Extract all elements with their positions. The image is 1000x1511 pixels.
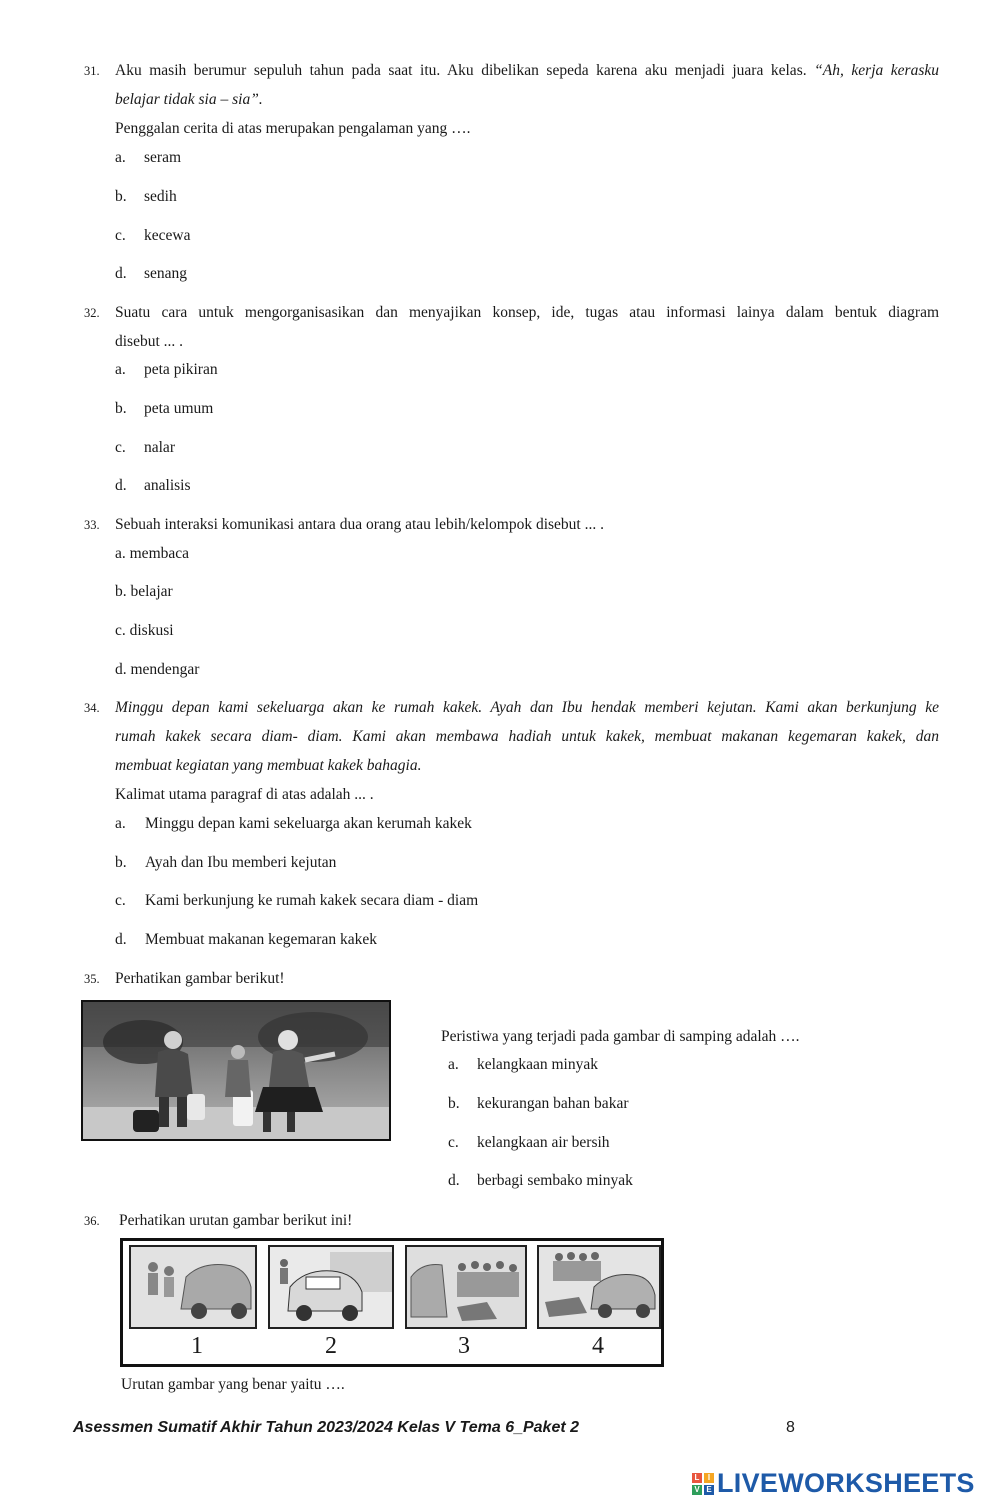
- q32-number: 32.: [84, 306, 100, 320]
- q31-option-b[interactable]: [115, 188, 177, 206]
- logo-tile-l: L: [692, 1473, 702, 1483]
- q32-option-b[interactable]: [115, 400, 213, 418]
- q31-prompt: Penggalan cerita di atas merupakan pengalaman yang ….: [115, 120, 471, 137]
- q36-panel-4: [537, 1245, 661, 1329]
- q36-panel-1: [129, 1245, 257, 1329]
- liveworksheets-logo[interactable]: [692, 1468, 975, 1499]
- option-letter: d.: [115, 265, 127, 282]
- q36-panel-number-1: 1: [191, 1333, 203, 1359]
- q36-picture-sequence: [120, 1238, 664, 1367]
- option-letter: a.: [448, 1056, 459, 1073]
- q31-option-d[interactable]: [115, 265, 187, 283]
- option-text: kekurangan bahan bakar: [477, 1095, 629, 1112]
- option-letter: a.: [115, 361, 126, 378]
- q34-prompt: Kalimat utama paragraf di atas adalah ... .: [115, 786, 374, 803]
- option-text: kelangkaan air bersih: [477, 1134, 610, 1151]
- q32-option-a[interactable]: [115, 361, 218, 379]
- option-letter: a.: [115, 149, 126, 166]
- option-letter: c.: [448, 1134, 459, 1151]
- option-text: Minggu depan kami sekeluarga akan kerumah kakek: [145, 815, 472, 832]
- option-letter: b.: [115, 188, 127, 205]
- q32-text-line2: disebut ... .: [115, 333, 184, 350]
- option-letter: d.: [115, 931, 127, 948]
- q33-option-a[interactable]: a. membaca: [115, 545, 190, 562]
- q36-panel-2: [268, 1245, 394, 1329]
- q32-text-line1: Suatu cara untuk mengorganisasikan dan menyajikan konsep, ide, tugas atau informasi lainya dalam bentuk diagram: [115, 304, 939, 321]
- q34-paragraph-line3: membuat kegiatan yang membuat kakek bahagia.: [115, 757, 422, 774]
- option-text: peta umum: [144, 400, 214, 417]
- q31-option-c[interactable]: [115, 227, 190, 245]
- option-text: analisis: [144, 477, 191, 494]
- q33-number: 33.: [84, 518, 100, 532]
- logo-tile-e: E: [704, 1485, 714, 1495]
- q35-option-d[interactable]: [448, 1172, 633, 1190]
- q35-option-b[interactable]: [448, 1095, 628, 1113]
- option-text: sedih: [144, 188, 177, 205]
- q31-quote-line2: belajar tidak sia – sia”.: [115, 91, 263, 108]
- q36-text: Perhatikan urutan gambar berikut ini!: [119, 1212, 353, 1229]
- option-text: kelangkaan minyak: [477, 1056, 598, 1073]
- option-letter: c.: [115, 227, 126, 244]
- q32-option-d[interactable]: [115, 477, 191, 495]
- q35-option-a[interactable]: [448, 1056, 598, 1074]
- q35-number: 35.: [84, 972, 100, 986]
- option-text: Membuat makanan kegemaran kakek: [145, 931, 377, 948]
- option-letter: b.: [115, 400, 127, 417]
- q31-quote-line1: “Ah, kerja kerasku: [814, 62, 940, 79]
- q34-option-c[interactable]: [115, 892, 478, 910]
- q36-number: 36.: [84, 1214, 100, 1228]
- q36-prompt: Urutan gambar yang benar yaitu ….: [121, 1376, 345, 1393]
- option-text: Kami berkunjung ke rumah kakek secara diam - diam: [145, 892, 479, 909]
- q35-option-c[interactable]: [448, 1134, 610, 1152]
- q34-paragraph-line1: Minggu depan kami sekeluarga akan ke rumah kakek. Ayah dan Ibu hendak memberi kejutan. Kami akan berkunjung ke: [115, 699, 939, 716]
- q34-paragraph-line2: rumah kakek secara diam- diam. Kami akan membawa hadiah untuk kakek, membuat makanan kegemaran kakek, dan: [115, 728, 939, 745]
- q31-number: 31.: [84, 64, 100, 78]
- q35-prompt: Peristiwa yang terjadi pada gambar di samping adalah ….: [441, 1028, 800, 1045]
- q33-option-d[interactable]: d. mendengar: [115, 661, 200, 678]
- q35-photo-water-crisis: [81, 1000, 391, 1141]
- q33-option-b[interactable]: b. belajar: [115, 583, 173, 600]
- logo-tile-i: I: [704, 1473, 714, 1483]
- logo-tiles-icon: [692, 1473, 714, 1495]
- panel-1-illustration: [131, 1247, 255, 1327]
- q34-option-d[interactable]: [115, 931, 377, 949]
- logo-tile-v: V: [692, 1485, 702, 1495]
- option-text: senang: [144, 265, 188, 282]
- option-letter: d.: [115, 477, 127, 494]
- option-letter: c.: [115, 892, 126, 909]
- q35-photo-illustration: [83, 1002, 389, 1139]
- panel-4-illustration: [539, 1247, 659, 1327]
- q31-option-a[interactable]: [115, 149, 181, 167]
- option-text: peta pikiran: [144, 361, 218, 378]
- q32-option-c[interactable]: [115, 439, 175, 457]
- panel-2-illustration: [270, 1247, 392, 1327]
- q34-option-a[interactable]: [115, 815, 472, 833]
- q33-option-c[interactable]: c. diskusi: [115, 622, 174, 639]
- q36-panel-3: [405, 1245, 527, 1329]
- option-letter: b.: [448, 1095, 460, 1112]
- q36-panel-number-2: 2: [325, 1333, 337, 1359]
- option-text: nalar: [144, 439, 175, 456]
- panel-3-illustration: [407, 1247, 525, 1327]
- q35-text: Perhatikan gambar berikut!: [115, 970, 285, 987]
- option-text: berbagi sembako minyak: [477, 1172, 633, 1189]
- q34-number: 34.: [84, 701, 100, 715]
- footer-title: Asessmen Sumatif Akhir Tahun 2023/2024 Kelas V Tema 6_Paket 2: [73, 1419, 580, 1436]
- q36-panel-number-4: 4: [592, 1333, 604, 1359]
- option-letter: b.: [115, 854, 127, 871]
- option-text: kecewa: [144, 227, 191, 244]
- option-text: seram: [144, 149, 182, 166]
- q36-panel-number-3: 3: [458, 1333, 470, 1359]
- liveworksheets-wordmark: LIVEWORKSHEETS: [717, 1468, 975, 1498]
- option-letter: a.: [115, 815, 126, 832]
- q33-text: Sebuah interaksi komunikasi antara dua orang atau lebih/kelompok disebut ... .: [115, 516, 604, 533]
- option-letter: d.: [448, 1172, 460, 1189]
- q34-option-b[interactable]: [115, 854, 336, 872]
- q31-text: [115, 62, 939, 80]
- option-letter: c.: [115, 439, 126, 456]
- option-text: Ayah dan Ibu memberi kejutan: [145, 854, 337, 871]
- page-number: 8: [786, 1419, 795, 1436]
- q31-text-line1: Aku masih berumur sepuluh tahun pada saat itu. Aku dibelikan sepeda karena aku menjadi juara kelas.: [115, 62, 807, 79]
